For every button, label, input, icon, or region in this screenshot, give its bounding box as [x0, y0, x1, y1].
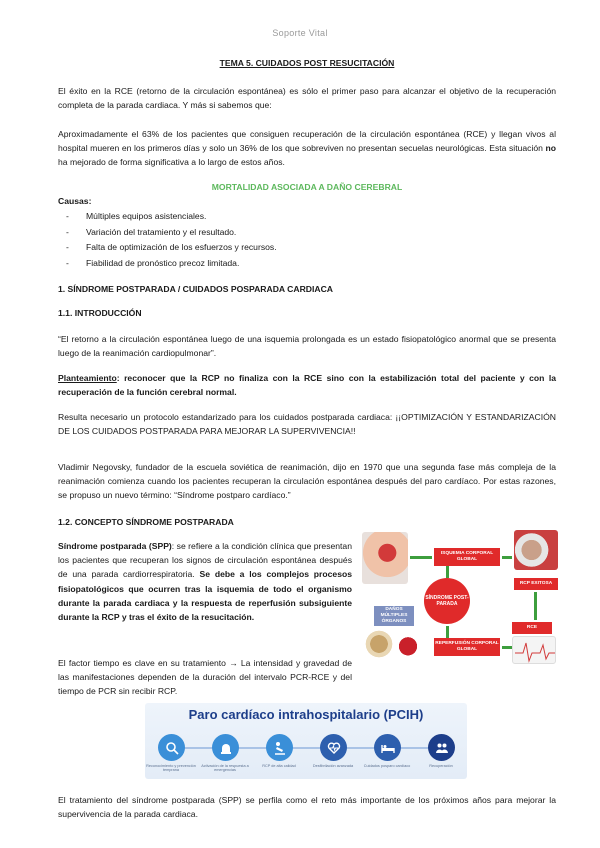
stats-bold: no	[545, 143, 556, 154]
diagram-reperfusion-box: REPERFUSIÓN CORPORAL GLOBAL	[434, 638, 500, 656]
section-heading-1-2: 1.2. CONCEPTO SÍNDROME POSTPARADA	[58, 517, 234, 527]
spp-definition: : se refiere a la condición clínica que presentan los pacientes que recuperan los signos de circulación espontánea después de una parada cardiorrespiratoria.	[58, 541, 352, 580]
chest-pain-photo	[362, 532, 408, 584]
cpr-photo	[514, 530, 558, 570]
spp-paragraph	[58, 539, 352, 624]
protocol-paragraph: Resulta necesario un protocolo estandarizado para los cuidados postparada cardiaca: ¡¡OPTIMIZACIÓN Y ESTANDARIZACIÓN DE LOS CUIDADOS POSTPARADA PARA MEJORAR LA SUPERVIVENCIA!!	[58, 412, 556, 437]
step-label: Desfibrilación avanzada	[312, 764, 354, 768]
diagram-damage-box: DAÑOS MÚLTIPLES ÓRGANOS	[374, 606, 414, 626]
closing-paragraph: El tratamiento del síndrome postparada (SPP) se perfila como el reto más importante de los próximos años para mejorar la supervivencia de la parada cardiaca.	[58, 795, 556, 820]
approach-label: Planteamiento	[58, 373, 117, 383]
diagram-rcp-box: RCP EXITOSA	[514, 578, 558, 590]
diagram-ischemia-box: ISQUEMIA CORPORAL GLOBAL	[434, 548, 500, 566]
arrow-icon	[410, 556, 432, 559]
arrow-icon	[502, 646, 512, 649]
arrow-icon	[446, 566, 449, 578]
spp-term: Síndrome postparada (SPP)	[58, 541, 172, 551]
list-item: - Variación del tratamiento y el resultado.	[66, 225, 556, 239]
heart-pulse-icon	[320, 734, 347, 761]
page-title: TEMA 5. CUIDADOS POST RESUCITACIÓN	[219, 58, 395, 68]
approach-text: : reconocer que la RCP no finaliza con la RCE sino con la estabilización total del paciente y con la recuperación de la función cerebral normal.	[58, 373, 556, 398]
arrow-icon	[534, 592, 537, 620]
post-arrest-diagram	[362, 530, 558, 670]
page-header: Soporte Vital	[272, 28, 328, 38]
ecg-icon	[513, 637, 557, 665]
ecg-image	[512, 636, 556, 664]
arrow-icon	[502, 556, 512, 559]
approach-paragraph	[58, 371, 556, 399]
step-label: Recuperación	[429, 764, 453, 768]
list-item: - Falta de optimización de los esfuerzos y recursos.	[66, 240, 556, 254]
list-item: - Fiabilidad de pronóstico precoz limitada.	[66, 256, 556, 270]
negovsky-paragraph: Vladimir Negovsky, fundador de la escuela soviética de reanimación, dijo en 1970 que una segunda fase más compleja de la reanimación comienza cuando los pacientes recuperan la circulación espontánea después del paro cardíaco. Por estas razones, se propuso un nuevo término: “Síndrome postparo cardíaco.”	[58, 462, 556, 501]
section-heading-1: 1. SÍNDROME POSTPARADA / CUIDADOS POSPARADA CARDIACA	[58, 284, 334, 294]
step-label: RCP de alta calidad	[262, 764, 296, 768]
step-label: Activación de la respuesta a emergencias	[201, 764, 249, 773]
time-factor-paragraph: El factor tiempo es clave en su tratamiento → La intensidad y gravedad de las manifestaciones dependen de la duración del intervalo PCR-RCE y del tiempo de PCR sin recibir RCP.	[58, 658, 352, 697]
stats-text-1: Aproximadamente el 63% de los pacientes que consiguen recuperación de la circulación espontánea (RCE) y llegan vivos al hospital mueren en los primeros días y solo un 36% de los que sobreviven no presentan secuelas neurológicas. Esta situación	[58, 129, 556, 154]
list-item: - Múltiples equipos asistenciales.	[66, 209, 556, 223]
quote-paragraph: “El retorno a la circulación espontánea luego de una isquemia prolongada es un estado fisiopatológico anormal que se presenta luego de la reanimación cardiopulmonar”.	[58, 334, 556, 359]
siren-icon	[212, 734, 239, 761]
banner-connector	[159, 747, 453, 749]
magnifier-icon	[158, 734, 185, 761]
brain-image	[364, 628, 394, 660]
diagram-rce-box: RCE	[512, 622, 552, 634]
bed-icon	[374, 734, 401, 761]
intro-paragraph: El éxito en la RCE (retorno de la circulación espontánea) es sólo el primer paso para alcanzar el objetivo de la recuperación completa de la parada cardiaca. Y más si sabemos que:	[58, 86, 556, 111]
step-label: Cuidados posparo cardíaco	[363, 764, 411, 768]
spp-bold-text: Se debe a los complejos procesos fisiopatológicos que ocurren tras la isquemia de todo el organismo durante la parada cardiaca y la respuesta de reperfusión subsiguiente durante la RCP y tras el éxito de la resucitación.	[58, 569, 352, 623]
pcih-banner	[145, 703, 467, 779]
section-heading-1-1: 1.1. INTRODUCCIÓN	[58, 308, 142, 318]
arrow-icon	[446, 626, 449, 638]
causes-section	[58, 194, 556, 270]
causes-list	[58, 209, 556, 270]
people-icon	[428, 734, 455, 761]
causes-label: Causas:	[58, 196, 92, 206]
banner-title: Paro cardíaco intrahospitalario (PCIH)	[188, 707, 424, 722]
mortality-heading: MORTALIDAD ASOCIADA A DAÑO CEREBRAL	[211, 182, 403, 192]
stats-paragraph	[58, 127, 556, 170]
heart-image	[394, 632, 422, 658]
cpr-icon	[266, 734, 293, 761]
step-label: Reconocimiento y prevención temprana	[146, 764, 196, 773]
diagram-center-circle: SÍNDROME POST-PARADA	[424, 578, 470, 624]
stats-text-2: ha mejorado de forma significativa a lo largo de estos años.	[58, 157, 285, 168]
